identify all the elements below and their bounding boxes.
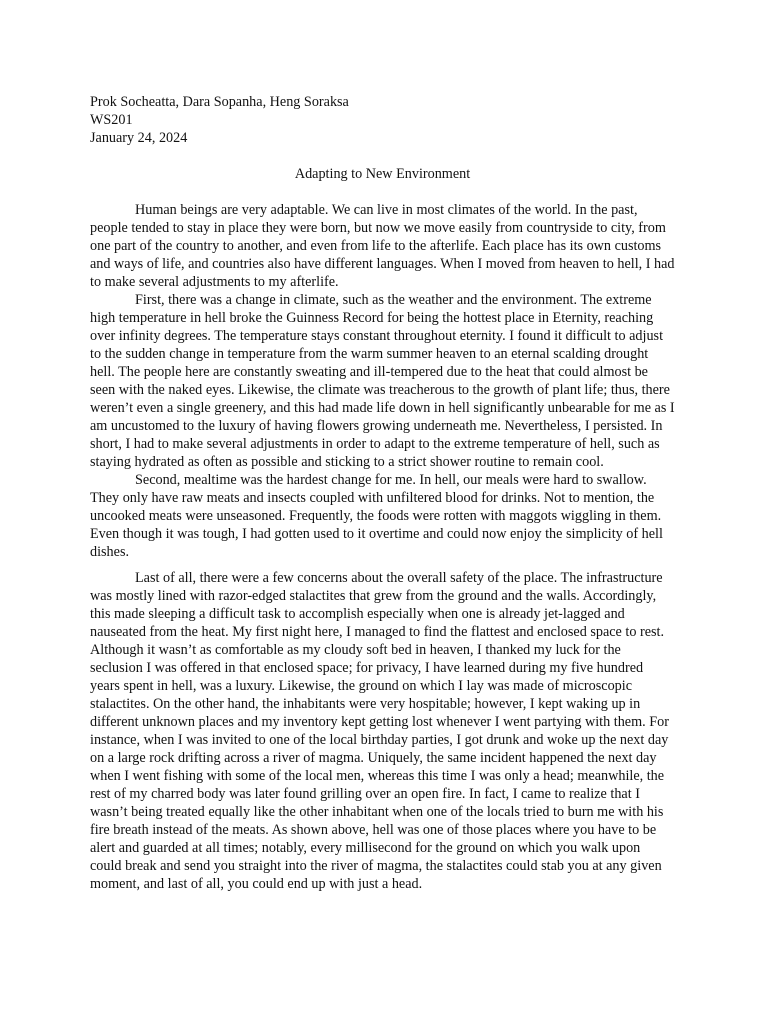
paragraph-introduction: Human beings are very adaptable. We can live in most climates of the world. In the past, people tended to stay in place they were born, but now we move easily from countryside to city, from one part of the country to another, and even from life to the afterlife. Each place has its own customs and ways of life, and countries also have different languages. When I moved from heaven to hell, I had to make several adjustments to my afterlife. <box>90 202 675 290</box>
document-title: Adapting to New Environment <box>294 166 471 182</box>
document-body <box>90 201 675 893</box>
document-header <box>90 93 675 147</box>
course-code: WS201 <box>90 112 133 128</box>
author-names: Prok Socheatta, Dara Sopanha, Heng Soraksa <box>90 94 349 110</box>
document-date: January 24, 2024 <box>90 130 188 146</box>
paragraph-climate: First, there was a change in climate, such as the weather and the environment. The extreme high temperature in hell broke the Guinness Record for being the hottest place in Eternity, reaching over infinity degrees. The temperature stays constant throughout eternity. I found it difficult to adjust to the sudden change in temperature from the warm summer heaven to an eternal scalding drought hell. The people here are constantly sweating and ill-tempered due to the heat that could almost be seen with the naked eyes. Likewise, the climate was treacherous to the growth of plant life; thus, there weren’t even a single greenery, and this had made life down in hell significantly unbearable for me as I am uncustomed to the luxury of having flowers growing underneath me. Nevertheless, I persisted. In short, I had to make several adjustments in order to adapt to the extreme temperature of hell, such as staying hydrated as often as possible and sticking to a strict shower routine to remain cool. <box>90 292 675 470</box>
paragraph-mealtime: Second, mealtime was the hardest change for me. In hell, our meals were hard to swallow. They only have raw meats and insects coupled with unfiltered blood for drinks. Not to mention, the uncooked meats were unseasoned. Frequently, the foods were rotten with maggots wiggling in them. Even though it was tough, I had gotten used to it overtime and could now enjoy the simplicity of hell dishes. <box>90 472 663 560</box>
document-page <box>90 93 675 893</box>
paragraph-safety: Last of all, there were a few concerns about the overall safety of the place. The infrastructure was mostly lined with razor-edged stalactites that grew from the ground and the walls. Accordingly, this made sleeping a difficult task to accomplish especially when one is already jet-lagged and nauseated from the heat. My first night here, I managed to find the flattest and enclosed space to rest. Although it wasn’t as comfortable as my cloudy soft bed in heaven, I thanked my luck for the seclusion I was offered in that enclosed space; for privacy, I have learned during my five hundred years spent in hell, was a luxury. Likewise, the ground on which I lay was made of microscopic stalactites. On the other hand, the inhabitants were very hospitable; however, I kept waking up in different unknown places and my inventory kept getting lost whenever I went partying with them. For instance, when I was invited to one of the local birthday parties, I got drunk and woke up the next day on a large rock drifting across a river of magma. Uniquely, the same incident happened the next day when I went fishing with some of the local men, whereas this time I was only a head; meanwhile, the rest of my charred body was later found grilling over an open fire. In fact, I came to realize that I wasn’t being treated equally like the other inhabitant when one of the locals tried to burn me with his fire breath instead of the meats. As shown above, hell was one of those places where you have to be alert and guarded at all times; notably, every millisecond for the ground on which you walk upon could break and send you straight into the river of magma, the stalactites could stab you at any given moment, and last of all, you could end up with just a head. <box>90 570 669 892</box>
